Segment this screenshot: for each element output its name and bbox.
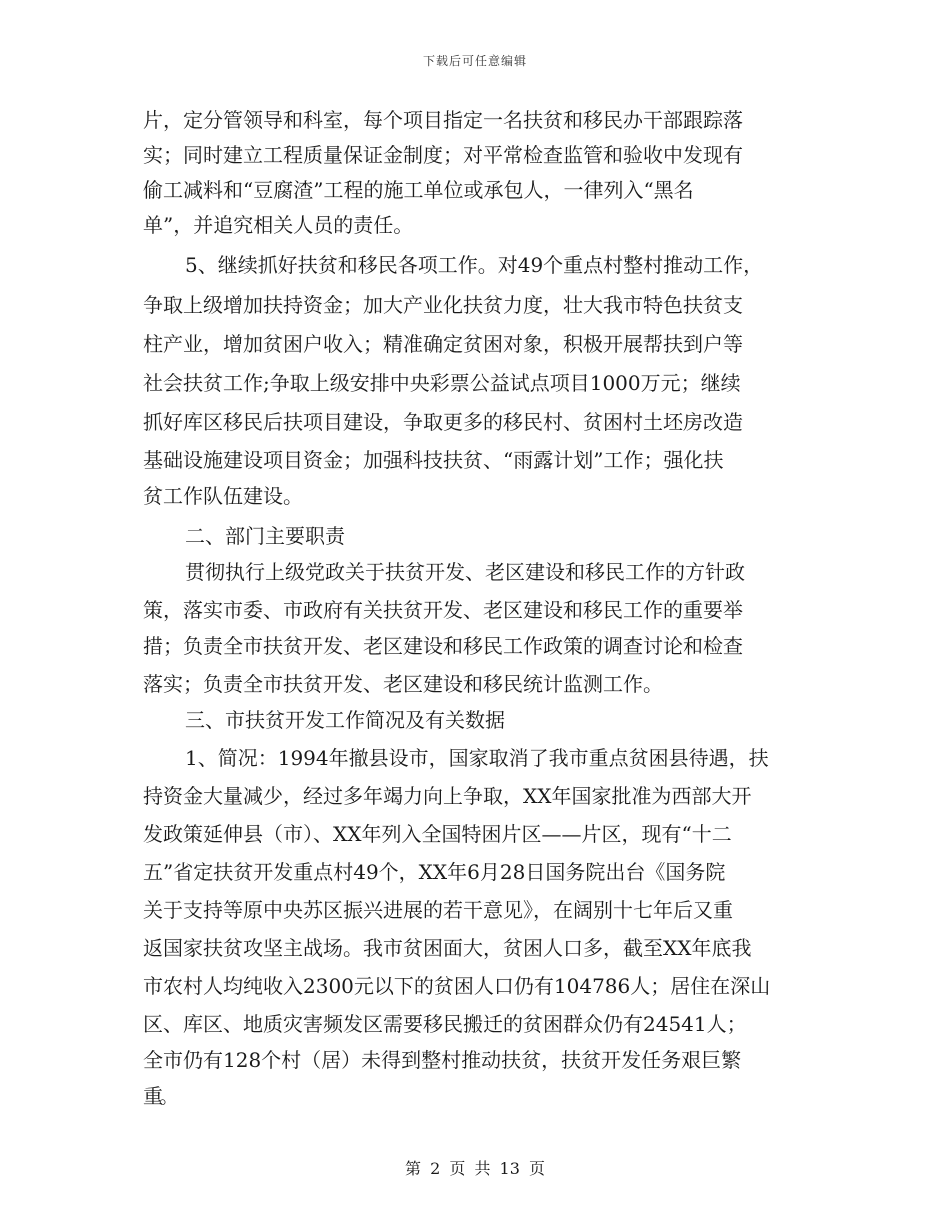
body-line: 返国家扶贫攻坚主战场。我市贫困面大，贫困人口多，截至XX年底我 — [143, 936, 752, 960]
body-line: 贫工作队伍建设。 — [143, 484, 303, 508]
body-line: 关于支持等原中央苏区振兴进展的若干意见》，在阔别十七年后又重 — [143, 898, 733, 922]
section-heading: 二、部门主要职责 — [185, 524, 345, 548]
body-line: 抓好库区移民后扶项目建设，争取更多的移民村、贫困村土坯房改造 — [143, 410, 743, 434]
body-line: 1、简况：1994年撤县设市，国家取消了我市重点贫困县待遇，扶 — [185, 746, 769, 770]
body-line: 市农村人均纯收入2300元以下的贫困人口仍有104786人；居住在深山 — [143, 974, 771, 998]
section-heading: 三、市扶贫开发工作简况及有关数据 — [185, 708, 505, 732]
body-line: 发政策延伸县（市）、XX年列入全国特困片区——片区，现有“十二 — [143, 822, 732, 846]
body-line: 单”，并追究相关人员的责任。 — [143, 213, 414, 237]
body-line: 社会扶贫工作;争取上级安排中央彩票公益试点项目1000万元；继续 — [143, 371, 741, 395]
body-line: 区、库区、地质灾害频发区需要移民搬迁的贫困群众仍有24541人； — [143, 1012, 747, 1036]
body-line: 5、继续抓好扶贫和移民各项工作。对49个重点村整村推动工作， — [185, 253, 764, 277]
body-line: 贯彻执行上级党政关于扶贫开发、老区建设和移民工作的方针政 — [185, 560, 745, 584]
body-line: 五”省定扶贫开发重点村49个，XX年6月28日国务院出台《国务院 — [143, 860, 726, 884]
page-number: 第 2 页 共 13 页 — [405, 1159, 545, 1178]
body-line: 基础设施建设项目资金；加强科技扶贫、“雨露计划”工作；强化扶 — [143, 448, 724, 472]
body-line: 重。 — [143, 1084, 175, 1108]
body-line: 落实；负责全市扶贫开发、老区建设和移民统计监测工作。 — [143, 672, 663, 696]
body-line: 片，定分管领导和科室，每个项目指定一名扶贫和移民办干部跟踪落 — [143, 108, 743, 132]
body-line: 措；负责全市扶贫开发、老区建设和移民工作政策的调查讨论和检查 — [143, 634, 743, 658]
body-line: 持资金大量减少，经过多年竭力向上争取，XX年国家批准为西部大开 — [143, 784, 752, 808]
body-line: 实；同时建立工程质量保证金制度；对平常检查监管和验收中发现有 — [143, 143, 743, 167]
body-line: 柱产业，增加贫困户收入；精准确定贫困对象，积极开展帮扶到户等 — [143, 332, 743, 356]
body-line: 策，落实市委、市政府有关扶贫开发、老区建设和移民工作的重要举 — [143, 598, 743, 622]
body-line: 偷工减料和“豆腐渣”工程的施工单位或承包人，一律列入“黑名 — [143, 178, 694, 202]
body-line: 全市仍有128个村（居）未得到整村推动扶贫，扶贫开发任务艰巨繁 — [143, 1048, 742, 1072]
page-header: 下载后可任意编辑 — [422, 54, 527, 68]
body-line: 争取上级增加扶持资金；加大产业化扶贫力度，壮大我市特色扶贫支 — [143, 293, 743, 317]
